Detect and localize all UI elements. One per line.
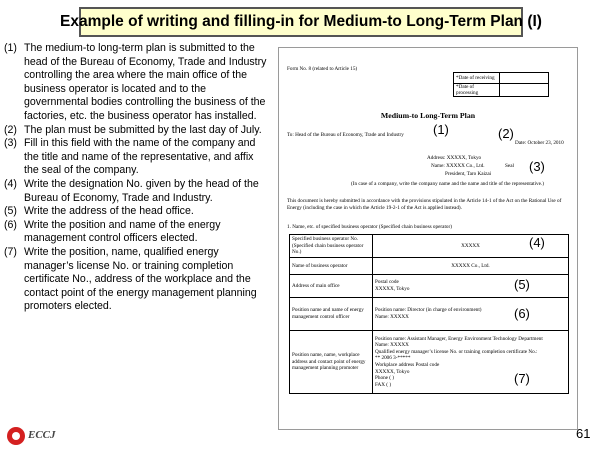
form-address: Address: XXXXX, Tokyo — [427, 155, 482, 161]
receipt-table — [453, 72, 549, 97]
control-officer-label: Position name and name of energy management control officer — [290, 298, 373, 331]
item-text: Write the position and name of the energy management control officers elected. — [24, 218, 221, 245]
marker-4: (4) — [529, 235, 545, 250]
form-document — [278, 47, 578, 430]
form-title: Medium-to Long-Term Plan — [380, 111, 476, 120]
item-number: (4) — [4, 177, 17, 190]
list-item — [4, 178, 270, 205]
item-text: The medium-to long-term plan is submitted to the head of the Bureau of Economy, Trade and Industry controlling the area where the main office of the business operator is located and to the governmental bodies controlling the business of the factories, etc. the business operator has installed. — [24, 42, 267, 122]
marker-3: (3) — [529, 159, 545, 174]
form-statement: This document is hereby submitted in accordance with the provisions stipulated in the Article 14-1 of the Act on the Rational Use of Energy (including the case in which the Article 19-2-1 of the Act is applied instead). — [287, 198, 562, 211]
postal-code: Postal code — [375, 279, 399, 286]
list-item — [4, 137, 270, 178]
item-number: (6) — [4, 218, 17, 231]
operator-name-value: XXXXX Co., Ltd. — [373, 258, 569, 275]
form-company-name: Name: XXXXX Co., Ltd. — [431, 163, 485, 169]
date-processing-label: *Date of processing — [454, 84, 500, 97]
promoter-line: Name: XXXXX — [375, 342, 409, 349]
main-office-label: Address of main office — [290, 275, 373, 298]
date-receiving-label: *Date of receiving — [454, 73, 500, 84]
form-section-heading: 1. Name, etc. of specified business operator (Specified chain business operator) — [287, 224, 452, 230]
promoter-line: Position name: Assistant Manager, Energy Environment Technology Department — [375, 335, 543, 342]
control-officer-value — [373, 298, 569, 331]
date-processing-value — [500, 84, 549, 97]
promoter-line: ** 2006 3-***** — [375, 355, 411, 362]
title-box — [60, 7, 542, 37]
item-number: (5) — [4, 205, 17, 218]
date-receiving-value — [500, 73, 549, 84]
marker-1: (1) — [433, 122, 449, 137]
page-title: Example of writing and filling-in for Medium-to Long-Term Plan (I) — [60, 13, 542, 30]
form-seal: Seal — [505, 163, 514, 169]
instruction-list — [4, 42, 270, 314]
office-address: XXXXX, Tokyo — [375, 286, 410, 292]
form-number: Form No. 8 (related to Article 15) — [287, 66, 358, 72]
logo-text: ECCJ — [28, 429, 56, 441]
list-item — [4, 42, 270, 124]
operator-no-value: XXXXX — [373, 235, 569, 258]
form-date: Date: October 23, 2010 — [515, 140, 564, 146]
planning-promoter-label: Position name, name, workplace address and contact point of energy management planning promoter — [290, 331, 373, 394]
eccj-logo-icon — [7, 427, 25, 445]
main-office-value — [373, 275, 569, 298]
marker-6: (6) — [514, 306, 530, 321]
promoter-line: FAX ( ) — [375, 381, 392, 388]
page-number: 61 — [576, 426, 591, 441]
officer-name: Name: XXXXX — [375, 314, 409, 320]
item-text: The plan must be submitted by the last day of July. — [24, 123, 262, 136]
promoter-line: Workplace address Postal code — [375, 362, 440, 368]
item-number: (3) — [4, 137, 17, 150]
item-number: (7) — [4, 245, 17, 258]
operator-name-label: Name of business operator — [290, 258, 373, 275]
marker-7: (7) — [514, 371, 530, 386]
item-number: (1) — [4, 42, 17, 54]
item-number: (2) — [4, 123, 17, 136]
list-item — [4, 246, 270, 314]
form-company-note: (In case of a company, write the company name and the name and title of the representative.) — [351, 181, 544, 187]
marker-2: (2) — [498, 126, 514, 141]
item-text: Fill in this field with the name of the company and the title and name of the representative, and affix the seal of the company. — [24, 137, 256, 177]
list-item — [4, 219, 270, 246]
item-text: Write the position, name, qualified energy manager’s license No. or training completion certificate No., address of the workplace and the contact point of the energy management planning promoters elected. — [24, 245, 257, 313]
item-text: Write the designation No. given by the head of the Bureau of Economy, Trade and Industry. — [24, 177, 259, 204]
promoter-line: Qualified energy manager’s license No. or training completion certificate No.: — [375, 348, 538, 355]
promoter-line: Phone ( ) — [375, 375, 395, 382]
item-text: Write the address of the head office. — [24, 205, 194, 218]
list-item — [4, 124, 270, 138]
list-item — [4, 205, 270, 219]
planning-promoter-value — [373, 331, 569, 394]
form-president: President, Taro Kaizai — [445, 171, 492, 177]
marker-5: (5) — [514, 277, 530, 292]
operator-no-label: Specified business operator No. (Specified chain business operator No.) — [290, 235, 373, 258]
form-addressee: To: Head of the Bureau of Economy, Trade and Industry — [287, 132, 404, 138]
promoter-line: XXXXX, Tokyo — [375, 368, 410, 375]
officer-position: Position name: Director (in charge of environment) — [375, 307, 482, 314]
